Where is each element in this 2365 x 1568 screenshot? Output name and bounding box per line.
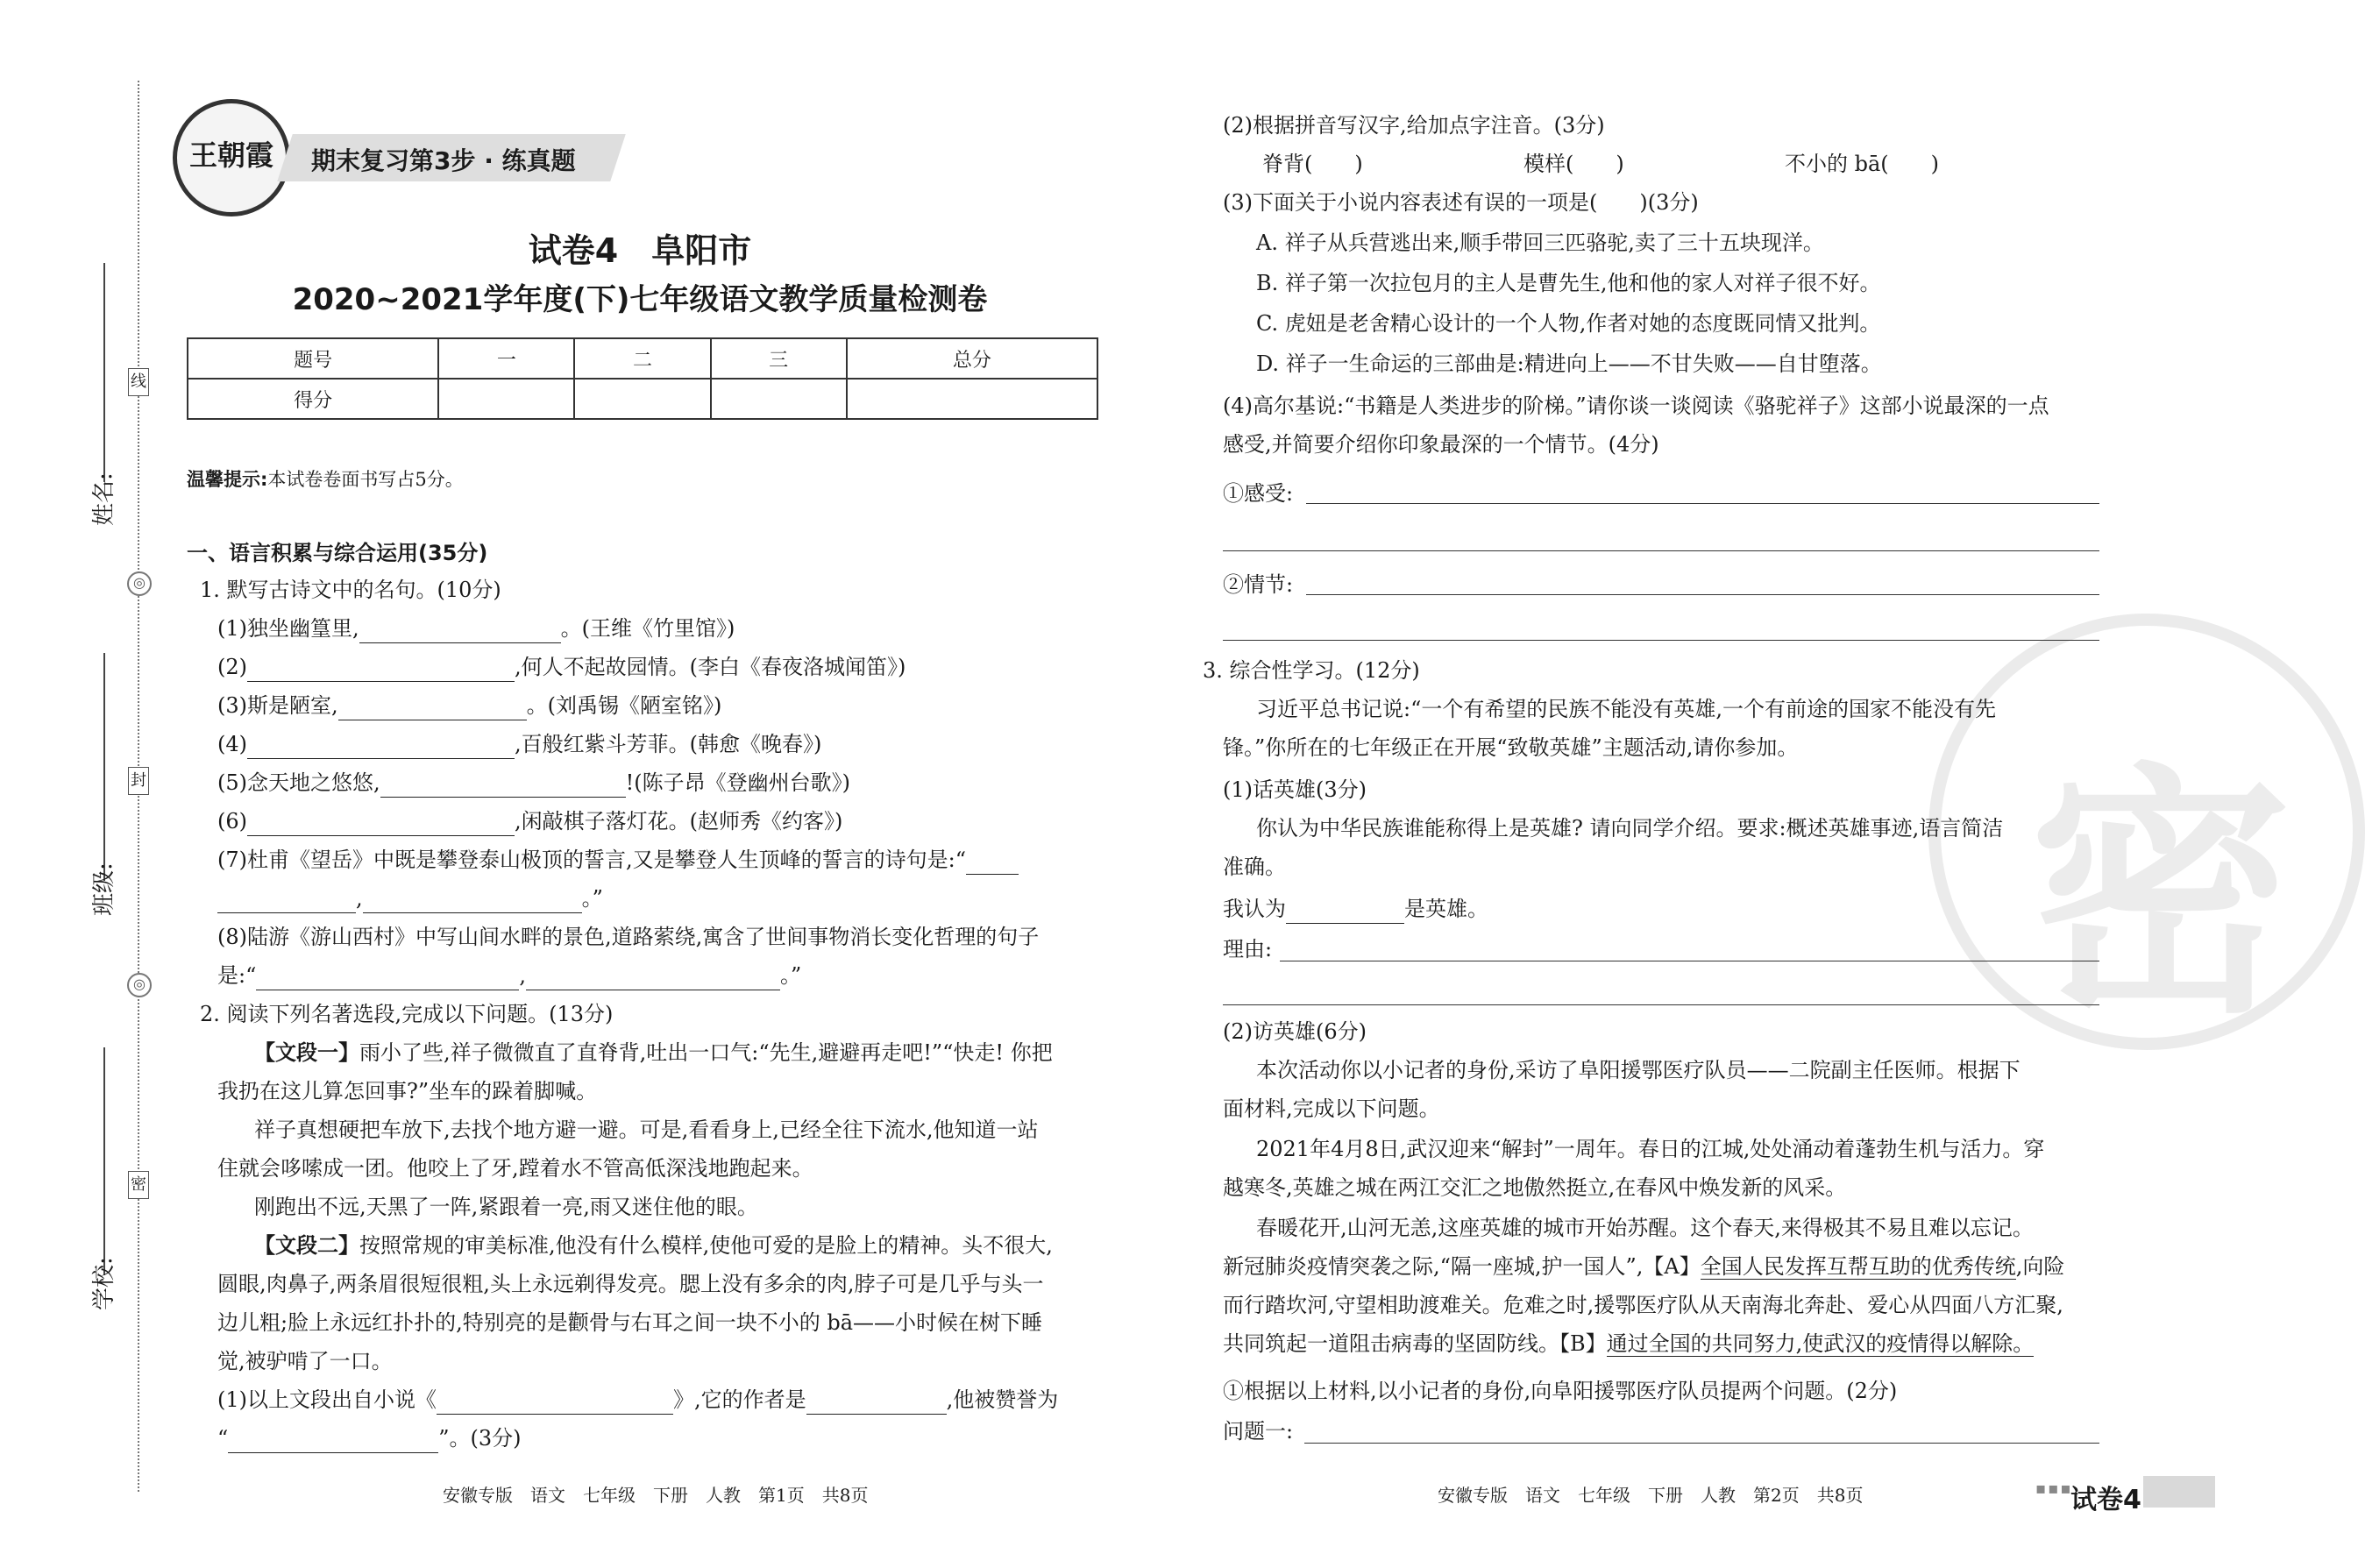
answer-blank[interactable]	[380, 774, 626, 798]
q3-material: 2021年4月8日,武汉迎来“解封”一周年。春日的江城,处处涌动着蓬勃生机与活力。穿	[1256, 1137, 2045, 1161]
q1-item-8-cont: 是:“ , 。”	[217, 961, 801, 990]
seal-char-xian: 线	[128, 368, 149, 396]
q1-item-8: (8)陆游《游山西村》中写山间水畔的景色,道路萦绕,寓含了世间事物消长变化哲理的句子	[217, 925, 1040, 949]
q3-material: 越寒冬,英雄之城在两江交汇之地傲然挺立,在春风中焕发新的风采。	[1223, 1175, 1847, 1200]
passage-2-line: 圆眼,肉鼻子,两条眉很短很粗,头上永远剃得发亮。腮上没有多余的肉,脖子可是几乎与头一	[217, 1272, 1044, 1296]
answer-blank[interactable]	[363, 890, 582, 913]
question-2: 2. 阅读下列名著选段,完成以下问题。(13分)	[200, 1002, 614, 1026]
school-label: 学校:	[91, 1257, 117, 1310]
score-cell[interactable]	[574, 379, 710, 419]
tip-line	[187, 465, 464, 494]
underlined-sentence-b: 通过全国的共同努力,使武汉的疫情得以解除。	[1606, 1331, 2035, 1356]
question-one-label: 问题一:	[1223, 1419, 1294, 1444]
brand-logo: 王朝霞	[173, 99, 290, 216]
passage-1-line: 【文段一】雨小了些,祥子微微直了直脊背,吐出一口气:“先生,避避再走吧!”“快走! 你把	[254, 1040, 1053, 1065]
name-label: 姓名:	[91, 472, 117, 526]
answer-blank[interactable]	[247, 735, 515, 759]
q3-intro: 锋。”你所在的七年级正在开展“致敬英雄”主题活动,请你参加。	[1223, 735, 1799, 760]
page-footer: 安徽专版 语文 七年级 下册 人教 第2页 共8页	[1438, 1485, 1864, 1506]
score-cell[interactable]	[711, 379, 847, 419]
answer-blank[interactable]	[247, 658, 515, 682]
seal-char-feng: 封	[128, 767, 149, 795]
score-header: 二	[574, 338, 710, 379]
q1-item-1: (1)独坐幽篁里, 。(王维《竹里馆》)	[217, 614, 735, 643]
q3-item-1-text: 你认为中华民族谁能称得上是英雄? 请向同学介绍。要求:概述英雄事迹,语言简洁	[1256, 816, 2004, 841]
score-cell[interactable]	[847, 379, 1097, 419]
q3-material: 共同筑起一道阻击病毒的坚固防线。【B】通过全国的共同努力,使武汉的疫情得以解除。	[1223, 1331, 2035, 1356]
watermark-char: 密	[2029, 742, 2292, 1048]
banner-text: 期末复习第3步 · 练真题	[311, 146, 576, 175]
answer-blank[interactable]	[228, 1430, 438, 1453]
underlined-sentence-a: 全国人民发挥互帮互助的优秀传统	[1700, 1254, 2016, 1279]
answer-blank[interactable]	[338, 697, 527, 720]
answer-blank[interactable]	[437, 1391, 673, 1415]
reason-label: 理由:	[1223, 937, 1273, 961]
passage-1-line: 祥子真想硬把车放下,去找个地方避一避。可是,看看身上,已经全往下流水,他知道一站	[254, 1117, 1039, 1142]
tip-text: 本试卷卷面书写占5分。	[267, 469, 464, 490]
passage-1-line: 住就会哆嗦成一团。他咬上了牙,蹚着水不管高低深浅地跑起来。	[217, 1156, 813, 1181]
class-label: 班级:	[91, 862, 117, 916]
plot-label: ②情节:	[1223, 572, 1294, 597]
score-table	[187, 337, 1098, 420]
q3-item-2: (2)访英雄(6分)	[1223, 1019, 1367, 1044]
answer-line[interactable]	[1304, 1443, 2099, 1444]
q3-item-1-text: 准确。	[1223, 855, 1286, 879]
q3-material: 而行踏坎河,守望相助渡难关。危难之时,援鄂医疗队从天南海北奔赴、爱心从四面八方汇聚,	[1223, 1293, 2063, 1317]
pinyin-item[interactable]: 模样( )	[1523, 152, 1624, 176]
passage-1-line: 刚跑出不远,天黑了一阵,紧跟着一亮,雨又迷住他的眼。	[254, 1195, 758, 1219]
q3-sub-question: ①根据以上材料,以小记者的身份,向阜阳援鄂医疗队员提两个问题。(2分)	[1223, 1379, 1898, 1403]
answer-blank[interactable]	[1286, 900, 1404, 924]
q1-item-5: (5)念天地之悠悠, !(陈子昂《登幽州台歌》)	[217, 768, 850, 798]
pinyin-item[interactable]: 不小的 bā( )	[1785, 152, 1940, 176]
passage-2-line: 觉,被驴啃了一口。	[217, 1349, 393, 1373]
q1-item-7: (7)杜甫《望岳》中既是攀登泰山极顶的誓言,又是攀登人生顶峰的誓言的诗句是:“	[217, 845, 1019, 875]
q3-item-1: (1)话英雄(3分)	[1223, 777, 1367, 802]
q2-item-1: (1)以上文段出自小说《 》,它的作者是 ,他被赞誉为	[217, 1385, 1058, 1415]
paper-subtitle: 2020~2021学年度(下)七年级语文教学质量检测卷	[292, 282, 988, 317]
name-line	[103, 263, 105, 482]
question-1: 1. 默写古诗文中的名句。(10分)	[200, 578, 501, 602]
answer-blank[interactable]	[966, 851, 1019, 875]
score-header: 一	[438, 338, 574, 379]
passage-2-line: 边儿粗;脸上永远红扑扑的,特别亮的是颧骨与右耳之间一块不小的 bā——小时候在树下睡	[217, 1310, 1043, 1335]
option-c[interactable]: C. 虎妞是老舍精心设计的一个人物,作者对她的态度既同情又批判。	[1256, 311, 1881, 336]
feeling-label: ①感受:	[1223, 481, 1294, 506]
score-header: 三	[711, 338, 847, 379]
footer-tag-bar	[2143, 1476, 2215, 1508]
class-line	[103, 653, 105, 881]
q3-material: 本次活动你以小记者的身份,采访了阜阳援鄂医疗队员——二院副主任医师。根据下	[1256, 1058, 2021, 1082]
answer-blank[interactable]	[256, 967, 519, 990]
answer-line[interactable]	[1223, 640, 2099, 641]
passage-label: 【文段二】	[254, 1233, 359, 1258]
tip-label: 温馨提示:	[187, 469, 268, 490]
q1-item-2: (2) ,何人不起故园情。(李白《春夜洛城闻笛》)	[217, 652, 906, 682]
section-heading: 一、语言积累与综合运用(35分)	[187, 541, 488, 565]
q3-intro: 习近平总书记说:“一个有希望的民族不能没有英雄,一个有前途的国家不能没有先	[1256, 697, 1996, 721]
answer-line[interactable]	[1223, 550, 2099, 551]
score-row-label: 得分	[188, 379, 438, 419]
answer-blank[interactable]	[806, 1391, 947, 1415]
passage-2-line: 【文段二】按照常规的审美标准,他没有什么模样,使他可爱的是脸上的精神。头不很大,	[254, 1233, 1053, 1258]
option-b[interactable]: B. 祥子第一次拉包月的主人是曹先生,他和他的家人对祥子很不好。	[1256, 271, 1881, 295]
score-header: 题号	[188, 338, 438, 379]
option-a[interactable]: A. 祥子从兵营逃出来,顺手带回三匹骆驼,卖了三十五块现洋。	[1256, 231, 1824, 255]
swirl-icon: ◎	[127, 973, 152, 997]
q3-material: 面材料,完成以下问题。	[1223, 1096, 1440, 1121]
q2-item-4: (4)高尔基说:“书籍是人类进步的阶梯。”请你谈一谈阅读《骆驼祥子》这部小说最深的一点	[1223, 394, 2049, 418]
seal-char-mi: 密	[128, 1171, 149, 1199]
score-cell[interactable]	[438, 379, 574, 419]
answer-blank[interactable]	[247, 812, 515, 836]
q3-material: 新冠肺炎疫情突袭之际,“隔一座城,护一国人”,【A】全国人民发挥互帮互助的优秀传统,向险	[1223, 1254, 2065, 1279]
option-d[interactable]: D. 祥子一生命运的三部曲是:精进向上——不甘失败——自甘堕落。	[1256, 351, 1882, 376]
answer-line[interactable]	[1223, 1004, 2099, 1005]
hero-answer: 我认为 是英雄。	[1223, 894, 1488, 924]
q2-item-1-cont: “ ”。(3分)	[217, 1423, 522, 1453]
q3-material: 春暖花开,山河无恙,这座英雄的城市开始苏醒。这个春天,来得极其不易且难以忘记。	[1256, 1216, 2034, 1240]
paper-tag: 试卷4	[2070, 1485, 2141, 1515]
answer-line[interactable]	[1306, 503, 2099, 504]
q2-item-4-cont: 感受,并简要介绍你印象最深的一个情节。(4分)	[1223, 432, 1659, 457]
swirl-icon: ◎	[127, 571, 152, 596]
footer-dots: ▪▪▪	[2035, 1479, 2073, 1498]
score-header: 总分	[847, 338, 1097, 379]
q1-item-6: (6) ,闲敲棋子落灯花。(赵师秀《约客》)	[217, 806, 842, 836]
q2-item-3: (3)下面关于小说内容表述有误的一项是( )(3分)	[1223, 190, 1699, 215]
paper-title: 试卷4 阜阳市	[528, 231, 752, 270]
pinyin-item[interactable]: 脊背( )	[1262, 152, 1363, 176]
answer-line[interactable]	[1306, 594, 2099, 595]
answer-blank[interactable]	[359, 620, 561, 643]
q1-item-4: (4) ,百般红紫斗芳菲。(韩愈《晚春》)	[217, 729, 821, 759]
question-3: 3. 综合性学习。(12分)	[1203, 658, 1420, 683]
answer-blank[interactable]	[526, 967, 780, 990]
q1-item-7-cont: , 。”	[217, 883, 603, 913]
school-line	[103, 1047, 105, 1275]
passage-1-line: 我扔在这儿算怎回事?”坐车的跺着脚喊。	[217, 1079, 598, 1103]
q2-item-2: (2)根据拼音写汉字,给加点字注音。(3分)	[1223, 113, 1605, 138]
q1-item-3: (3)斯是陋室, 。(刘禹锡《陋室铭》)	[217, 691, 721, 720]
answer-blank[interactable]	[217, 890, 356, 913]
passage-label: 【文段一】	[254, 1040, 359, 1065]
page-footer: 安徽专版 语文 七年级 下册 人教 第1页 共8页	[443, 1485, 869, 1506]
